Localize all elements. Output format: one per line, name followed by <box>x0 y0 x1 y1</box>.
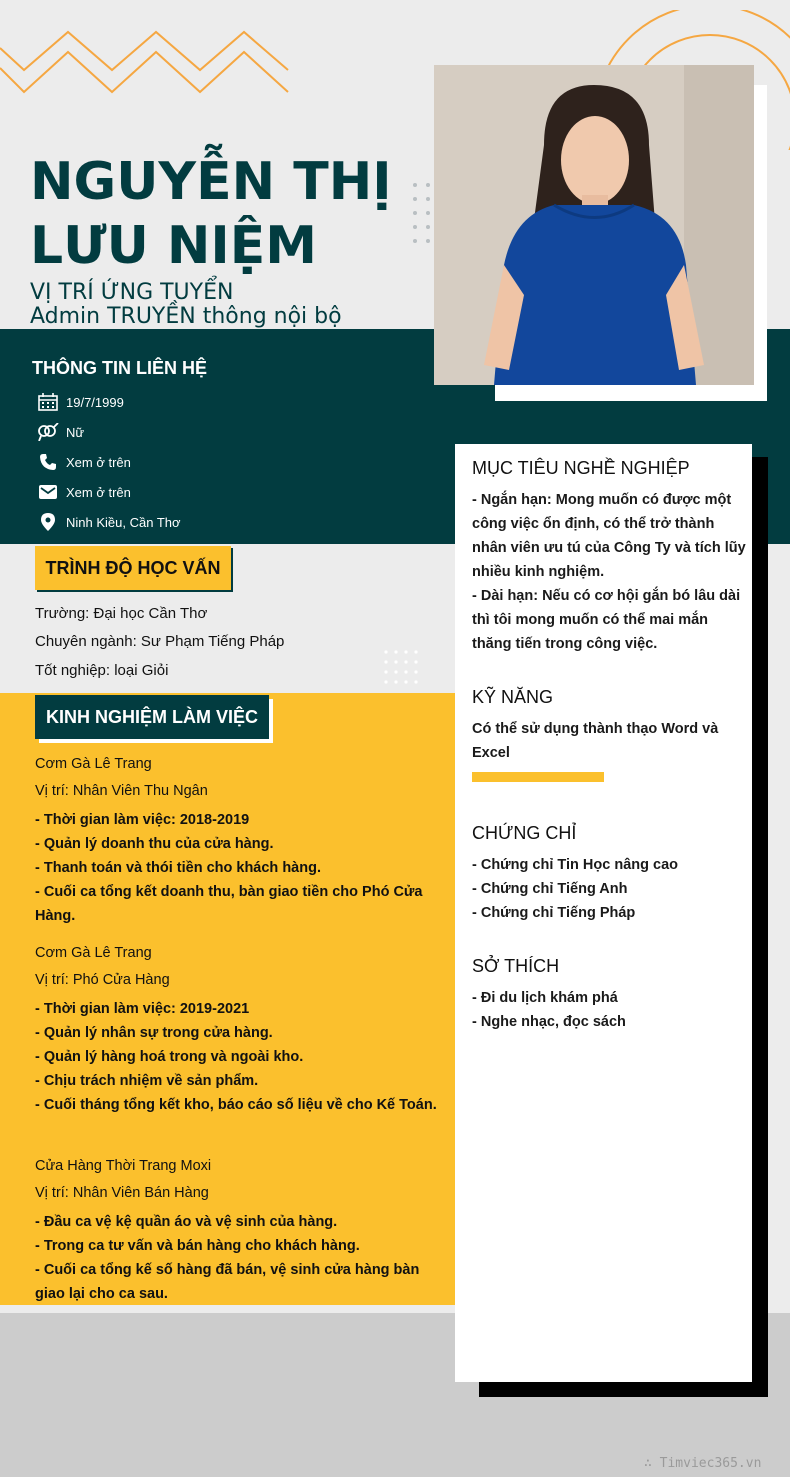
job-detail: - Cuối ca tổng kết doanh thu, bàn giao tiền cho Phó Cửa Hàng. <box>35 884 423 924</box>
position-value: Admin TRUYỀN thông nội bộ <box>30 304 342 329</box>
zigzag-decoration <box>0 30 290 110</box>
right-panel-lower <box>455 1313 752 1382</box>
skill-level-bar <box>472 772 604 782</box>
job-detail: - Trong ca tư vấn và bán hàng cho khách hàng. <box>35 1238 360 1254</box>
skills-text: Có thể sử dụng thành thạo Word và Excel <box>472 721 719 761</box>
certificates-title: CHỨNG CHỈ <box>472 823 577 843</box>
objective-short-term: - Ngắn hạn: Mong muốn có được một công việc ổn định, có thể trở thành nhân viên ưu tú của Công Ty và tích lũy nhiều kinh nghiệm. <box>472 492 746 580</box>
location-icon <box>36 512 60 532</box>
certificate-item: - Chứng chỉ Tin Học nâng cao <box>472 857 678 873</box>
job-detail: - Thời gian làm việc: 2018-2019 <box>35 812 250 828</box>
skills-title: KỸ NĂNG <box>472 687 554 707</box>
job-detail: - Quản lý nhân sự trong cửa hàng. <box>35 1025 273 1041</box>
experience-title: KINH NGHIỆM LÀM VIỆC <box>45 706 258 727</box>
objective-title: MỤC TIÊU NGHỀ NGHIỆP <box>472 458 690 478</box>
name-line-2: LƯU NIỆM <box>30 216 318 276</box>
name-line-1: NGUYỄN THỊ <box>30 152 392 212</box>
job-company: Cơm Gà Lê Trang <box>35 756 152 772</box>
job-detail: - Cuối ca tổng kế số hàng đã bán, vệ sinh cửa hàng bàn giao lại cho ca sau. <box>35 1262 420 1302</box>
job-company: Cửa Hàng Thời Trang Moxi <box>35 1158 212 1174</box>
education-title: TRÌNH ĐỘ HỌC VẤN <box>45 557 221 578</box>
job-detail: - Chịu trách nhiệm về sản phẩm. <box>35 1073 259 1089</box>
email-icon <box>36 482 60 502</box>
watermark: ∴ Timviec365.vn <box>644 1456 762 1471</box>
phone-icon <box>36 452 60 472</box>
contact-phone <box>36 447 131 477</box>
dot-pattern-decoration <box>382 648 424 690</box>
contact-gender <box>36 417 84 447</box>
job-detail: - Đầu ca vệ kệ quần áo và vệ sinh của hàng. <box>35 1214 338 1230</box>
contact-section-title: THÔNG TIN LIÊN HỆ <box>32 358 207 378</box>
experience-title-box <box>35 695 269 739</box>
objective-long-term: - Dài hạn: Nếu có cơ hội gắn bó lâu dài thì tôi mong muốn có thể mai mắn thăng tiến trong công việc. <box>472 588 741 652</box>
job-detail: - Quản lý doanh thu của cửa hàng. <box>35 836 274 852</box>
education-title-box <box>35 546 231 590</box>
job-role: Vị trí: Phó Cửa Hàng <box>35 972 170 988</box>
contact-location <box>36 507 181 537</box>
education-major: Chuyên ngành: Sư Phạm Tiếng Pháp <box>35 633 285 650</box>
job-detail: - Thời gian làm việc: 2019-2021 <box>35 1001 250 1017</box>
job-role: Vị trí: Nhân Viên Thu Ngân <box>35 783 208 799</box>
contact-text: Nữ <box>66 424 85 440</box>
hobby-item: - Nghe nhạc, đọc sách <box>472 1014 626 1030</box>
job-detail: - Thanh toán và thói tiền cho khách hàng. <box>35 860 321 876</box>
contact-email <box>36 477 131 507</box>
job-company: Cơm Gà Lê Trang <box>35 945 152 961</box>
hobbies-title: SỞ THÍCH <box>472 956 560 976</box>
contact-text: Ninh Kiều, Cần Thơ <box>66 514 181 530</box>
job-detail: - Cuối tháng tổng kết kho, báo cáo số liệu về cho Kế Toán. <box>35 1097 437 1113</box>
candidate-name <box>30 150 430 278</box>
contact-text: Xem ở trên <box>66 484 131 500</box>
contact-text: Xem ở trên <box>66 454 131 470</box>
education-school: Trường: Đại học Cần Thơ <box>35 605 208 622</box>
hobby-item: - Đi du lịch khám phá <box>472 990 618 1006</box>
certificate-item: - Chứng chỉ Tiếng Pháp <box>472 905 636 921</box>
position-label: VỊ TRÍ ỨNG TUYỂN <box>30 280 234 305</box>
job-detail: - Quản lý hàng hoá trong và ngoài kho. <box>35 1049 304 1065</box>
job-role: Vị trí: Nhân Viên Bán Hàng <box>35 1185 209 1201</box>
gender-icon <box>36 422 60 442</box>
contact-birthdate <box>36 387 124 417</box>
contact-text: 19/7/1999 <box>66 394 124 410</box>
education-grade: Tốt nghiệp: loại Giỏi <box>35 662 169 679</box>
certificate-item: - Chứng chỉ Tiếng Anh <box>472 881 628 897</box>
profile-photo <box>434 65 754 385</box>
calendar-icon <box>36 392 60 412</box>
